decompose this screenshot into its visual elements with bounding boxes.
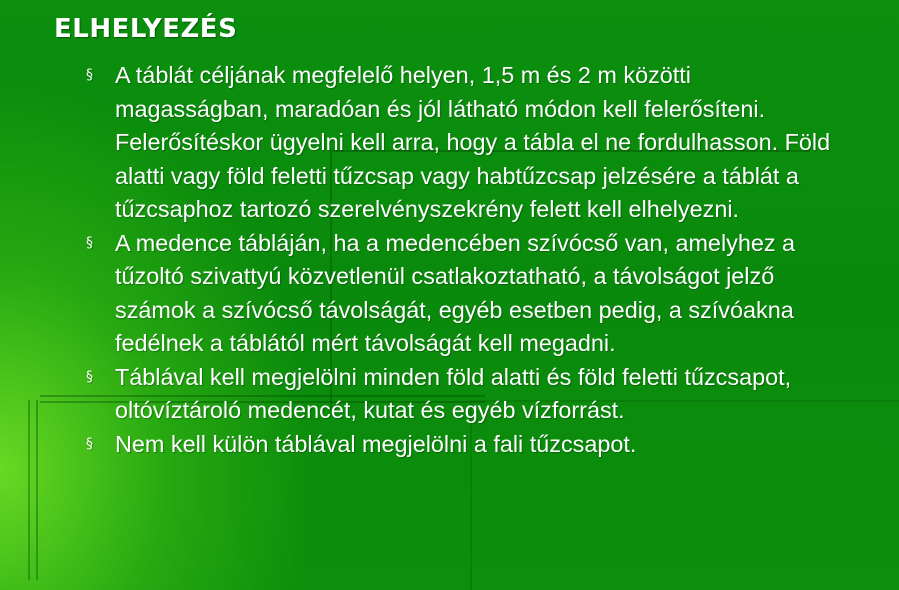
bullet-list — [86, 59, 846, 461]
bullet-item — [86, 428, 846, 462]
bullet-text: Táblával kell megjelölni minden föld alatti és föld feletti tűzcsapot, oltóvíztároló medencét, kutat és egyéb vízforrást. — [115, 363, 792, 423]
bullet-text: A táblát céljának megfelelő helyen, 1,5 m és 2 m közötti magasságban, maradóan és jól látható módon kell felerősíteni. Felerősítéskor ügyelni kell arra, hogy a tábla el ne fordulhasson. Föld alatti vagy föld feletti tűzcsap vagy habtűzcsap jelzésére a táblát a tűzcsaphoz tartozó szerelvényszekrény felett kell elhelyezni. — [115, 62, 831, 222]
bullet-text: A medence tábláján, ha a medencében szívócső van, amelyhez a tűzoltó szivattyú közvetlenül csatlakoztatható, a távolságot jelző számok a szívócső távolságát, egyéb esetben pedig, a szívóakna fedélnek a táblától mért távolságát kell megadni. — [115, 229, 796, 356]
bullet-icon: § — [86, 435, 93, 452]
bullet-icon: § — [86, 368, 93, 385]
bullet-item — [86, 59, 846, 227]
bullet-icon: § — [86, 234, 93, 251]
bullet-item — [86, 361, 846, 428]
bullet-text: Nem kell külön táblával megjelölni a fali tűzcsapot. — [115, 430, 637, 457]
slide-title: ELHELYEZÉS — [54, 14, 238, 44]
bullet-icon: § — [86, 67, 93, 83]
bullet-item — [86, 227, 846, 361]
background-bar-decoration — [28, 400, 38, 580]
